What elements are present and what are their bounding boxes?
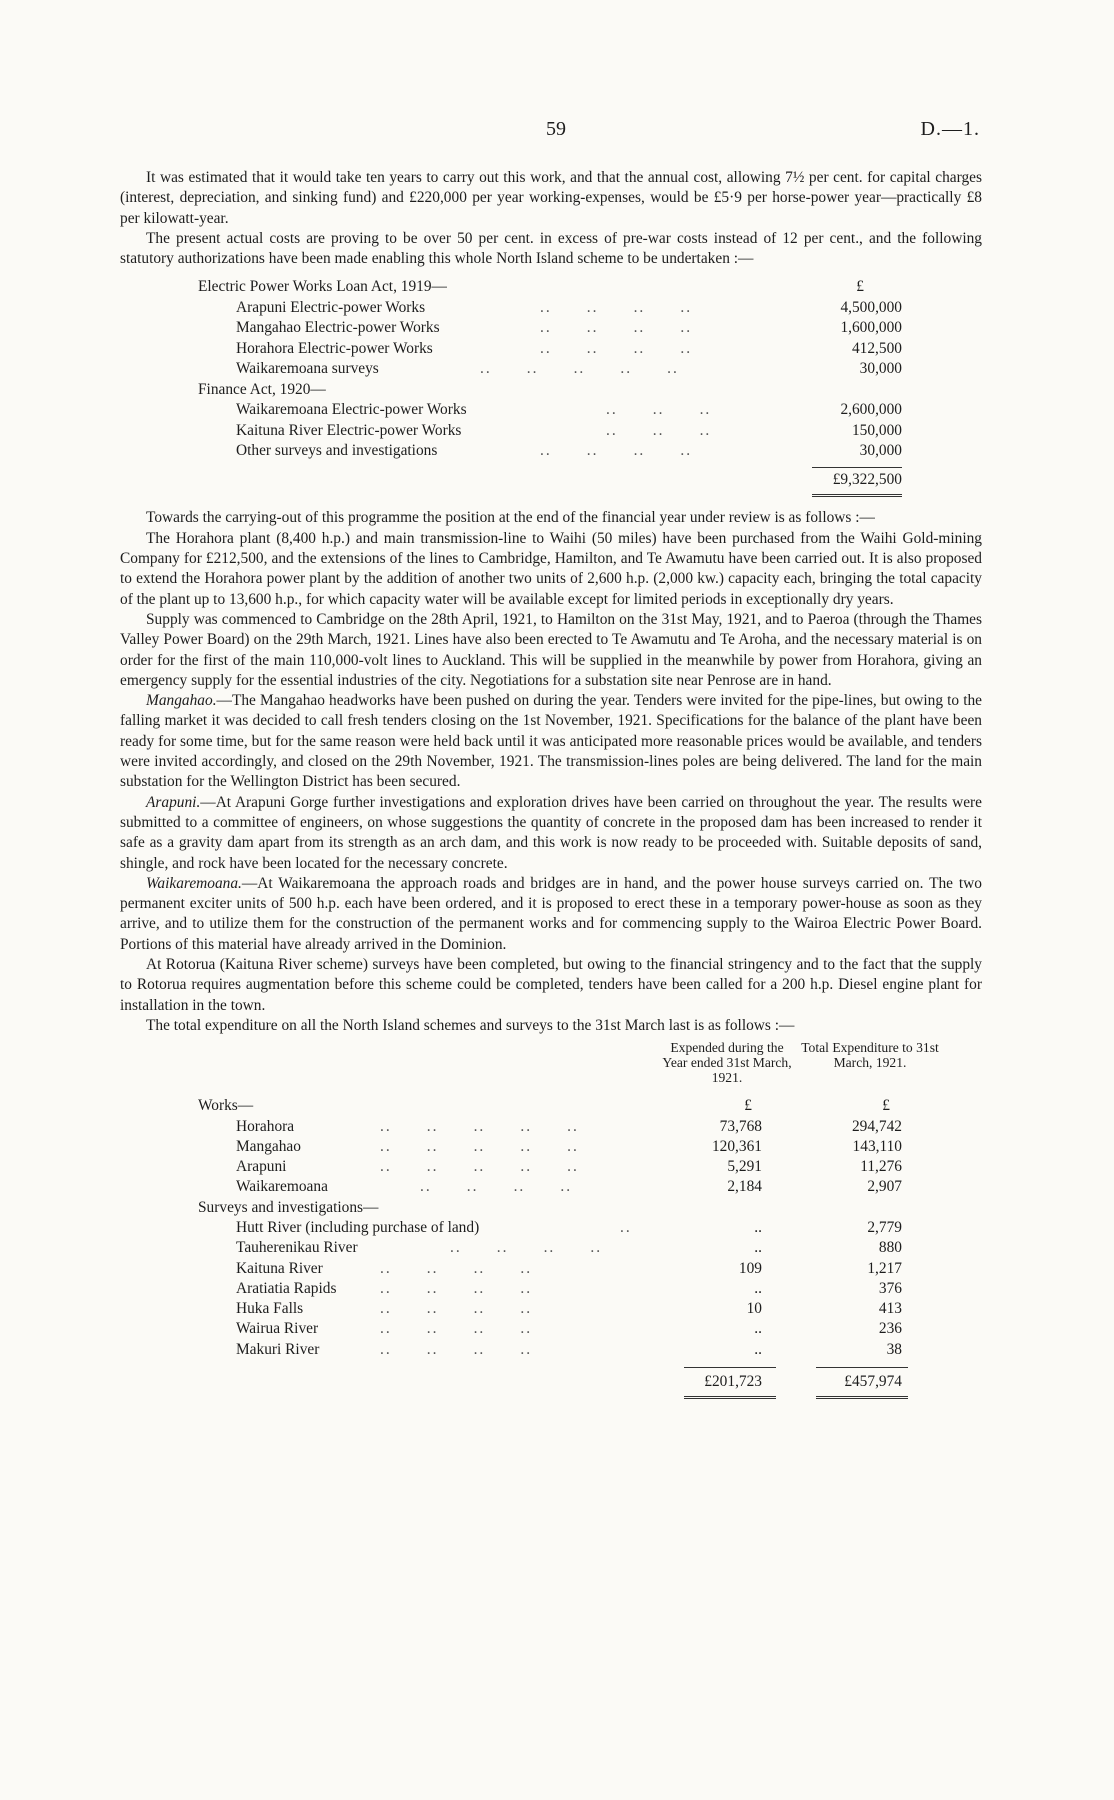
table-row (120, 1157, 982, 1177)
table-row (120, 1299, 982, 1319)
group-heading: Finance Act, 1920— (198, 380, 326, 398)
table-row (120, 1137, 982, 1157)
leader-dots: .. .. .. .. (450, 1239, 603, 1257)
leader-dots: .. (620, 1218, 632, 1236)
authorizations-total: £9,322,500 (832, 470, 902, 488)
item-name: Arapuni Electric-power Works (236, 298, 426, 316)
double-rule-row (120, 1392, 982, 1402)
leader-dots: .. .. .. .. (420, 1178, 573, 1196)
item-name: Kaituna River (236, 1259, 323, 1277)
currency-symbol: £ (744, 1097, 752, 1115)
leader-dots: .. .. .. .. (380, 1259, 533, 1277)
table-row (120, 1319, 982, 1339)
leader-dots: .. .. .. .. (380, 1340, 533, 1358)
table-row (120, 1177, 982, 1197)
table-row (120, 400, 982, 421)
double-rule-row (120, 490, 982, 500)
section-text: —At Arapuni Gorge further investigations and exploration drives have been carried on throughout the year. The results were submitted to a committee of engineers, on whose suggestions the quantity of concrete in the proposed dam has been increased to render it safe as a gravity dam apart from its strength as an arch dam, and this work is now ready to be proceeded with. Suitable deposits of sand, shingle, and rock have been located for the necessary concrete. (120, 793, 982, 872)
year-amount: 2,184 (727, 1178, 762, 1196)
total-amount: 11,276 (860, 1158, 902, 1176)
section-text: —The Mangahao headworks have been pushed on during the year. Tenders were invited for the pipe-lines, but owing to the falling market it was decided to call fresh tenders closing on the 1st November, 1921. Specifications for the balance of the plant have been ready for some time, but for the same reason were held back until it was anticipated more reasonable prices would be available, and tenders were invited accordingly, and closed on the 29th November, 1921. The transmission-lines poles are being delivered. The land for the main substation for the Wellington District has been secured. (120, 692, 982, 791)
year-amount: 109 (738, 1259, 762, 1277)
total-rule-row (120, 462, 982, 470)
table-row (120, 1218, 982, 1238)
item-name: Waikaremoana surveys (236, 360, 379, 378)
item-amount: 150,000 (851, 421, 902, 439)
item-name: Wairua River (236, 1320, 319, 1338)
table-row (120, 298, 982, 319)
table-header (120, 1040, 982, 1096)
total-rule (816, 1367, 908, 1368)
total-amount: 143,110 (852, 1137, 902, 1155)
item-amount: 1,600,000 (840, 319, 902, 337)
paragraph: Supply was commenced to Cambridge on the 28th April, 1921, to Hamilton on the 31st May, 1921, and to Paeroa (through the Thames Valley Power Board) on the 29th March, 1921. Lines have also been erected to Te Awamutu and Te Aroha, and the necessary material is on order for the first of the main 110,000-volt lines to Auckland. This will be supplied in the meanwhile by power from Horahora, giving an emergency supply for the essential industries of the city. Negotiations for a substation site near Penrose are in hand. (120, 610, 982, 689)
item-name: Aratiatia Rapids (236, 1279, 337, 1297)
table-row (120, 1096, 982, 1116)
double-rule (816, 1396, 908, 1399)
section-title: Mangahao. (146, 692, 217, 710)
table-row (120, 1340, 982, 1360)
year-amount: .. (754, 1340, 762, 1358)
leader-dots: .. .. .. .. (380, 1279, 533, 1297)
total-amount: 236 (878, 1320, 902, 1338)
leader-dots: .. .. .. .. .. (380, 1158, 579, 1176)
total-rule-row (120, 1360, 982, 1372)
leader-dots: .. .. .. (606, 421, 712, 439)
total-amount: 38 (886, 1340, 902, 1358)
paragraph: It was estimated that it would take ten years to carry out this work, and that the annual cost, allowing 7½ per cent. for capital charges (interest, depreciation, and sinking fund) and £220,000 per year working-expenses, would be £5·9 per horse-power year—practically £8 per kilowatt-year. (120, 169, 982, 227)
item-name: Horahora Electric-power Works (236, 339, 433, 357)
year-amount: .. (754, 1279, 762, 1297)
section-text: —At Waikaremoana the approach roads and bridges are in hand, and the power house surveys carried on. The two permanent exciter units of 500 h.p. each have been ordered, and it is proposed to erect these in a temporary power-house as soon as they arrive, and to utilize them for the construction of the permanent works and for commencing supply to the Wairoa Electric Power Board. Portions of this material have already arrived in the Dominion. (120, 874, 982, 953)
leader-dots: .. .. .. .. .. (480, 360, 679, 378)
total-amount: 413 (878, 1300, 902, 1318)
leader-dots: .. .. .. .. .. (380, 1117, 579, 1135)
total-amount: 2,779 (867, 1218, 902, 1236)
table-row (120, 1372, 982, 1392)
page-number: 59 (546, 118, 566, 140)
leader-dots: .. .. .. .. (540, 319, 693, 337)
leader-dots: .. .. .. .. .. (380, 1137, 579, 1155)
item-amount: 2,600,000 (840, 401, 902, 419)
total-rule (684, 1367, 776, 1368)
leader-dots: .. .. .. .. (540, 442, 693, 460)
item-name: Huka Falls (236, 1300, 304, 1318)
item-name: Tauherenikau River (236, 1239, 358, 1257)
table-row (120, 277, 982, 298)
table-row (120, 339, 982, 360)
paragraph (120, 691, 982, 792)
table-row (120, 359, 982, 380)
item-name: Other surveys and investigations (236, 442, 438, 460)
paragraph: The present actual costs are proving to be over 50 per cent. in excess of pre-war costs instead of 12 per cent., and the following statutory authorizations have been made enabling this whole North Island scheme to be undertaken :— (120, 229, 982, 268)
leader-dots: .. .. .. .. (380, 1320, 533, 1338)
item-name: Arapuni (236, 1158, 287, 1176)
year-amount: .. (754, 1320, 762, 1338)
table-row (120, 318, 982, 339)
leader-dots: .. .. .. .. (380, 1300, 533, 1318)
leader-dots: .. .. .. .. (540, 339, 693, 357)
table-row (120, 1259, 982, 1279)
table-row (120, 421, 982, 442)
item-amount: 30,000 (859, 360, 902, 378)
double-rule (684, 1396, 776, 1399)
item-name: Horahora (236, 1117, 295, 1135)
table-row (120, 441, 982, 462)
year-amount: .. (754, 1239, 762, 1257)
double-rule (812, 494, 902, 497)
item-name: Waikaremoana (236, 1178, 328, 1196)
expenditure-table (120, 1040, 982, 1402)
year-amount: .. (754, 1218, 762, 1236)
year-amount: 5,291 (727, 1158, 762, 1176)
item-name: Mangahao (236, 1137, 301, 1155)
table-row (120, 1279, 982, 1299)
table-row (120, 380, 982, 401)
year-amount: 10 (746, 1300, 762, 1318)
total-amount: 880 (878, 1239, 902, 1257)
year-total: £201,723 (704, 1373, 762, 1391)
paragraph: At Rotorua (Kaituna River scheme) surveys have been completed, but owing to the financial stringency and to the fact that the supply to Rotorua requires augmentation before this scheme could be completed, tenders have been called for a 200 h.p. Diesel engine plant for installation in the town. (120, 956, 982, 1014)
group-heading: Works— (198, 1097, 254, 1115)
item-name: Kaituna River Electric-power Works (236, 421, 462, 439)
item-name: Waikaremoana Electric-power Works (236, 401, 467, 419)
paragraph: The total expenditure on all the North Island schemes and surveys to the 31st March last is as follows :— (146, 1016, 795, 1034)
column-header-year: Expended during the Year ended 31st March, 1921. (662, 1040, 792, 1086)
total-amount: 294,742 (851, 1117, 902, 1135)
grand-total: £457,974 (844, 1373, 902, 1391)
item-name: Makuri River (236, 1340, 320, 1358)
section-title: Waikaremoana. (146, 874, 242, 892)
table-row (120, 1117, 982, 1137)
authorizations-table (120, 277, 982, 500)
leader-dots: .. .. .. .. (540, 298, 693, 316)
item-name: Hutt River (including purchase of land) (236, 1218, 480, 1236)
document-reference: D.—1. (920, 118, 980, 140)
paragraph (120, 793, 982, 874)
table-row (120, 1238, 982, 1258)
item-name: Mangahao Electric-power Works (236, 319, 440, 337)
table-row (120, 1198, 982, 1218)
column-header-total: Total Expenditure to 31st March, 1921. (801, 1040, 939, 1071)
currency-symbol: £ (856, 278, 864, 296)
document-body (120, 168, 982, 1402)
item-amount: 4,500,000 (840, 298, 902, 316)
table-row (120, 470, 982, 491)
total-rule (812, 467, 902, 468)
section-title: Arapuni. (146, 793, 201, 811)
group-heading: Electric Power Works Loan Act, 1919— (198, 278, 447, 296)
group-heading: Surveys and investigations— (198, 1198, 379, 1216)
paragraph: The Horahora plant (8,400 h.p.) and main transmission-line to Waihi (50 miles) have been purchased from the Waihi Gold-mining Company for £212,500, and the extensions of the lines to Cambridge, Hamilton, and Te Awamutu have been carried out. It is also proposed to extend the Horahora power plant by the addition of another two units of 2,600 h.p. (2,000 kw.) capacity each, bringing the total capacity of the plant up to 13,600 h.p., for which capacity water will be available except for limited periods in exceptionally dry years. (120, 529, 982, 608)
paragraph (120, 874, 982, 955)
year-amount: 73,768 (719, 1117, 762, 1135)
page-header (0, 118, 1114, 142)
paragraph: Towards the carrying-out of this programme the position at the end of the financial year under review is as follows :— (146, 509, 875, 527)
item-amount: 30,000 (859, 442, 902, 460)
leader-dots: .. .. .. (606, 401, 712, 419)
currency-symbol: £ (882, 1097, 890, 1115)
item-amount: 412,500 (851, 339, 902, 357)
year-amount: 120,361 (711, 1137, 762, 1155)
total-amount: 2,907 (867, 1178, 902, 1196)
total-amount: 376 (878, 1279, 902, 1297)
total-amount: 1,217 (867, 1259, 902, 1277)
